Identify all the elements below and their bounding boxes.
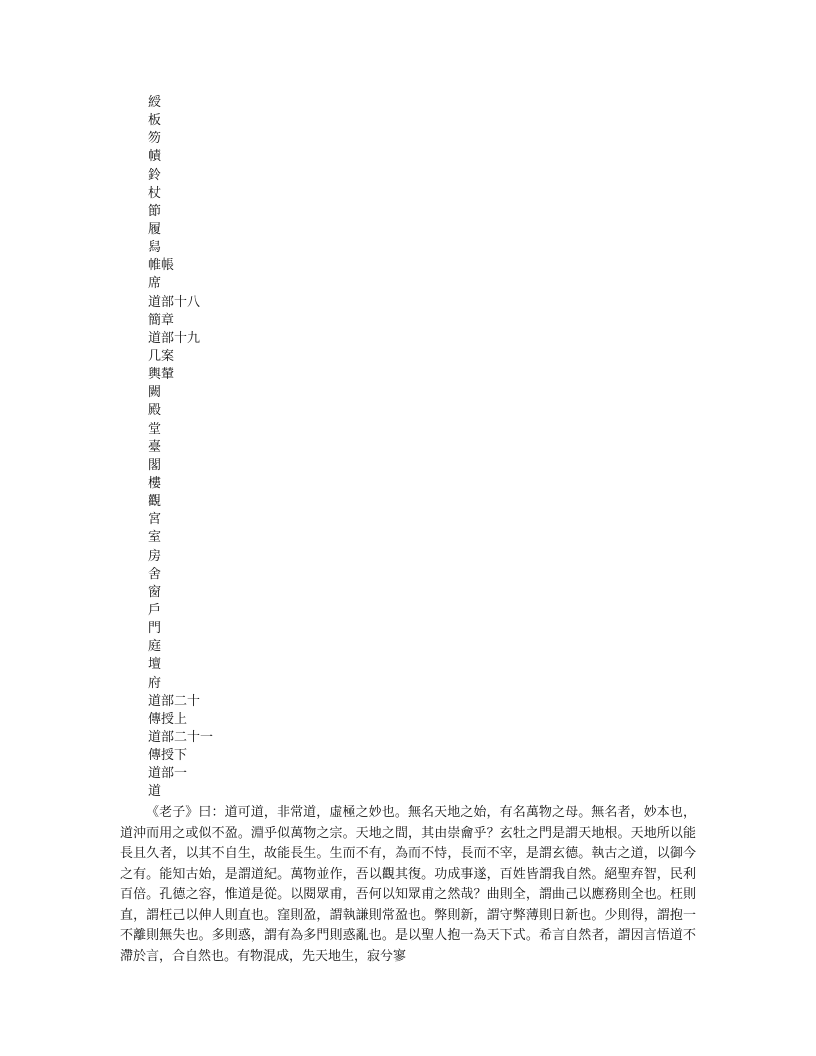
toc-item: 閣 <box>148 457 162 473</box>
toc-item: 鈴 <box>148 167 162 183</box>
toc-item: 門 <box>148 621 162 637</box>
toc-item: 簡章 <box>148 312 175 328</box>
toc-item: 觀 <box>148 494 162 510</box>
toc-item: 綬 <box>148 95 162 110</box>
toc-item: 室 <box>148 530 162 546</box>
toc-item: 樓 <box>148 475 162 491</box>
toc-item: 道部一 <box>148 766 188 782</box>
toc-item: 帷帳 <box>148 258 175 274</box>
toc-item: 舄 <box>148 240 162 256</box>
toc-item: 道 <box>148 784 162 800</box>
toc-item: 壇 <box>148 657 162 673</box>
toc-item: 府 <box>148 675 162 691</box>
toc-item: 道部十九 <box>148 330 201 346</box>
toc-item: 房 <box>148 548 162 564</box>
toc-item: 窗 <box>148 584 162 600</box>
toc-item: 履 <box>148 221 162 237</box>
toc-item: 道部十八 <box>148 294 201 310</box>
toc-list <box>148 94 213 801</box>
toc-item: 舍 <box>148 566 162 582</box>
toc-item: 宮 <box>148 512 162 528</box>
body-paragraph: 《老子》曰：道可道，非常道，虛極之妙也。無名天地之始，有名萬物之母。無名者，妙本也，道沖而用之或似不盈。淵乎似萬物之宗。天地之間，其由崇龠乎？玄牡之門是謂天地根。天地所以能長且久者，以其不自生，故能長生。生而不有，為而不恃，長而不宰，是謂玄德。執古之道，以御今之有。能知古始，是謂道紀。萬物並作，吾以觀其復。功成事遂，百姓皆謂我自然。絕聖弃智，民利百倍。孔德之容，惟道是從。以閱眾甫，吾何以知眾甫之然哉？曲則全，謂曲己以應務則全也。枉則直，謂枉己以伸人則直也。窪則盈，謂執謙則常盈也。弊則新，謂守弊薄則日新也。少則得，謂抱一不離則無失也。多則惑，謂有為多門則惑亂也。是以聖人抱一為天下式。希言自然者，謂因言悟道不滯於言，合自然也。有物混成，先天地生，寂兮寥 <box>120 805 696 964</box>
toc-item: 幘 <box>148 149 162 165</box>
toc-item: 戶 <box>148 602 162 618</box>
toc-item: 堂 <box>148 421 162 437</box>
toc-item: 臺 <box>148 439 162 455</box>
toc-item: 道部二十 <box>148 693 201 709</box>
toc-item: 几案 <box>148 348 175 364</box>
toc-item: 傳授下 <box>148 748 188 764</box>
toc-item: 席 <box>148 276 162 292</box>
toc-item: 笏 <box>148 131 162 147</box>
toc-item: 節 <box>148 203 162 219</box>
toc-item: 庭 <box>148 639 162 655</box>
toc-item: 傳授上 <box>148 711 188 727</box>
toc-item: 板 <box>148 113 162 129</box>
toc-item: 闕 <box>148 385 162 401</box>
toc-item: 殿 <box>148 403 162 419</box>
toc-item: 杖 <box>148 185 162 201</box>
toc-item: 輿輦 <box>148 367 175 383</box>
toc-item: 道部二十一 <box>148 729 214 745</box>
